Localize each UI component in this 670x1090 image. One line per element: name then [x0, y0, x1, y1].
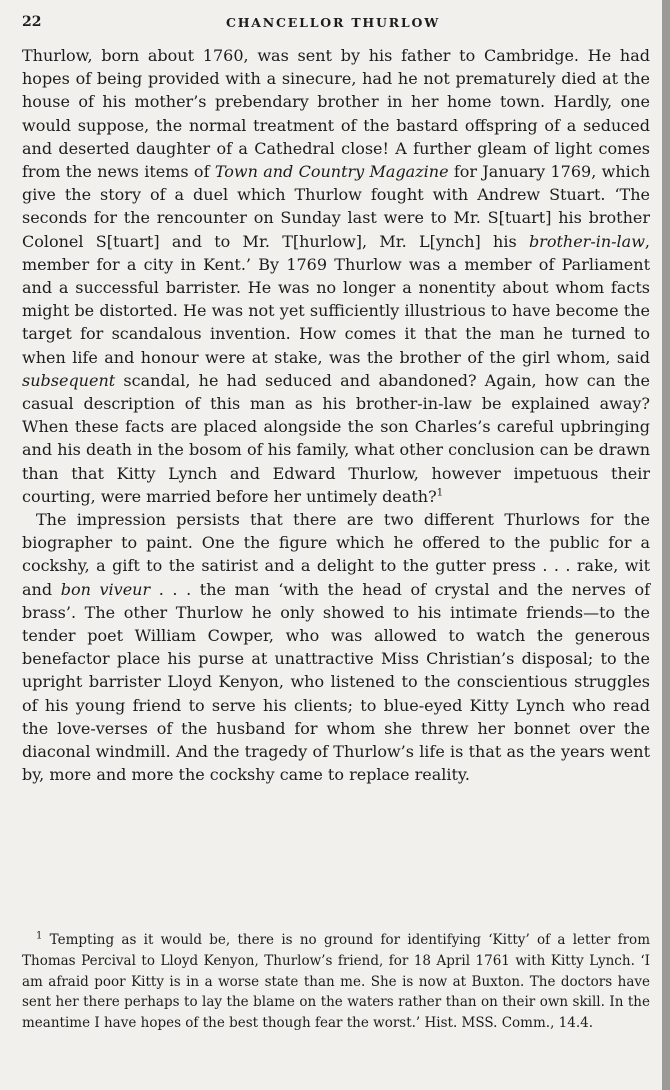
- page-edge-shadow: [662, 0, 670, 1090]
- paragraph-1-text-d: scandal, he had seduced and abandoned? Again, how can the casual description of this man as his brother-in-law be explained away? When these facts are placed alongside the son Charles’s careful upbringing and his death in the bosom of his family, what other conclusion can be drawn than that Kitty Lynch and Edward Thurlow, however impetuous their courting, were married before her untimely death?: [22, 370, 650, 506]
- magazine-title: Town and Country Magazine: [214, 162, 449, 182]
- paragraph-1-text-a: Thurlow, born about 1760, was sent by his father to Cambridge. He had hopes of being provided with a sinecure, had he not prematurely died at the house of his mother’s prebendary brother in her home town. Hardly, one would suppose, the normal treatment of the bastard offspring of a seduced and deserted daughter of a Cathedral close! A further gleam of light comes from the news items of: [22, 46, 650, 182]
- paragraph-2-text-a: The impression persists that there are two different Thurlows for the biographer to paint. One the figure which he offered to the public for a cockshy, a gift to the satirist and a delight to the gutter press . . . rake, wit and: [22, 510, 650, 599]
- footnote-1: [22, 930, 650, 1034]
- running-title: CHANCELLOR THURLOW: [225, 15, 441, 30]
- footnote-text: Tempting as it would be, there is no ground for identifying ‘Kitty’ of a letter from Thomas Percival to Lloyd Kenyon, Thurlow’s friend, for 18 April 1761 with Kitty Lynch. ‘I am afraid poor Kitty is in a worse state than me. She is now at Buxton. The doctors have sent her there perhaps to lay the blame on the waters rather than on their own skill. In the meantime I have hopes of the best though fear the worst.’ Hist. MSS. Comm., 14.4.: [22, 932, 650, 1032]
- footnote-number: 1: [36, 930, 43, 942]
- emphasis-brother-in-law: brother-in-law: [528, 231, 645, 251]
- footnotes: [22, 930, 650, 1034]
- paragraph-2: [22, 508, 650, 786]
- paragraph-1: [22, 44, 650, 508]
- emphasis-subsequent: subsequent: [22, 370, 116, 390]
- paragraph-1-text-b: for January 1769, which give the story of a duel which Thurlow fought with Andrew Stuart. ‘The seconds for the rencounter on Sunday last were to Mr. S[tuart] his brother Colonel S[tuart] and to Mr. T[hurlow], Mr. L[ynch] his: [22, 162, 651, 251]
- paragraph-1-text-c: , member for a city in Kent.’ By 1769 Thurlow was a member of Parliament and a successful barrister. He was no longer a nonentity about whom facts might be distorted. He was not yet sufficiently illustrious to have become the target for scandalous invention. How comes it that the man he turned to when life and honour were at stake, was the brother of the girl whom, said: [22, 231, 650, 367]
- footnote-marker[interactable]: 1: [436, 487, 444, 499]
- running-head: [22, 14, 644, 36]
- body-text: [22, 44, 650, 787]
- paragraph-2-text-b: . . . the man ‘with the head of crystal and the nerves of brass’. The other Thurlow he only showed to his intimate friends—to the tender poet William Cowper, who was allowed to watch the generous benefactor place his purse at unattractive Miss Christian’s disposal; to the upright barrister Lloyd Kenyon, who listened to the conscientious struggles of his young friend to serve his clients; to blue-eyed Kitty Lynch who read the love-verses of the husband for whom she threw her bonnet over the diaconal windmill. And the tragedy of Thurlow’s life is that as the years went by, more and more the cockshy came to replace reality.: [22, 579, 650, 785]
- page-number: 22: [22, 14, 42, 30]
- emphasis-bon-viveur: bon viveur: [60, 579, 151, 599]
